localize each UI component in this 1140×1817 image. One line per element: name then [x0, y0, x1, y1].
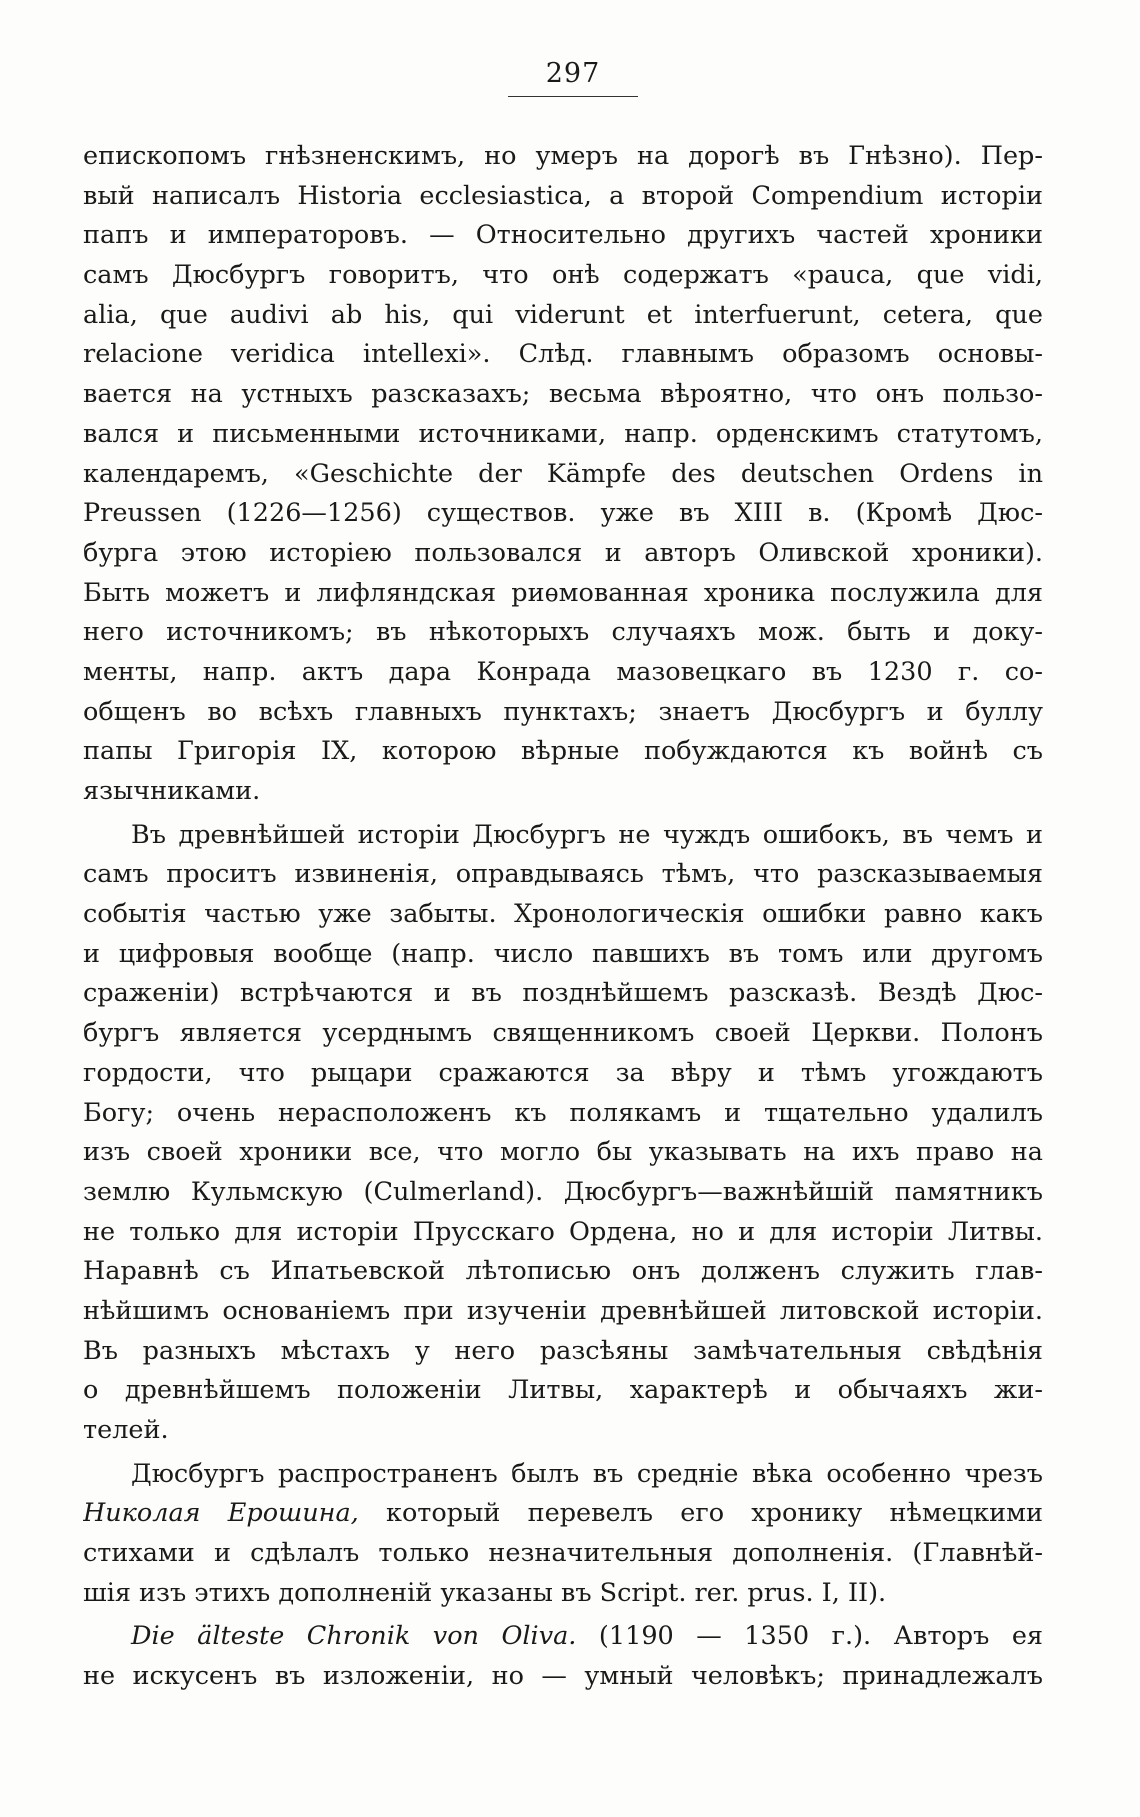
text-line: общенъ во всѣхъ главныхъ пунктахъ; знаетъ Дюсбургъ и буллу: [83, 696, 1043, 727]
text-line: alia, que audivi ab his, qui viderunt et interfuerunt, cetera, que: [83, 299, 1043, 330]
text-line: вый написалъ Historia ecclesiastica, а второй Compendium исторіи: [83, 180, 1043, 211]
body-text: [83, 137, 1043, 1701]
text-line: папы Григорія IX, которою вѣрные побуждаются къ войнѣ съ: [83, 736, 1043, 767]
text-line: изъ своей хроники все, что могло бы указывать на ихъ право на: [83, 1137, 1043, 1168]
text-line: шія изъ этихъ дополненій указаны въ Script. rer. prus. I, II).: [83, 1577, 887, 1608]
page-number-rule: [508, 96, 638, 97]
text-line: папъ и императоровъ. — Относительно другихъ частей хроники: [83, 220, 1043, 251]
text-line-rest: (1190 — 1350 г.). Авторъ ея: [576, 1621, 1043, 1652]
text-line: землю Кульмскую (Culmerland). Дюсбургъ—важнѣйшій памятникъ: [83, 1176, 1043, 1207]
text-line: язычниками.: [83, 776, 261, 806]
text-line: бурга этою исторіею пользовался и авторъ Оливской хроники).: [83, 537, 1043, 568]
text-line: Наравнѣ съ Ипатьевской лѣтописью онъ долженъ служить глав-: [83, 1256, 1043, 1287]
text-line: вается на устныхъ разсказахъ; весьма вѣроятно, что онъ пользо-: [83, 379, 1043, 410]
paragraph-2: [83, 816, 1043, 1451]
paragraph-3: [83, 1455, 1043, 1614]
text-line: не только для исторіи Прусскаго Ордена, но и для исторіи Литвы.: [83, 1216, 1043, 1247]
text-line: телей.: [83, 1415, 169, 1445]
text-line: Дюсбургъ распространенъ былъ въ средніе вѣка особенно чрезъ: [131, 1458, 1043, 1489]
text-line: relacione veridica intellexi». Слѣд. главнымъ образомъ основы-: [83, 339, 1043, 370]
text-line: нѣйшимъ основаніемъ при изученіи древнѣйшей литовской исторіи.: [83, 1295, 1043, 1326]
text-line: Въ разныхъ мѣстахъ у него разсѣяны замѣчательныя свѣдѣнія: [83, 1335, 1043, 1366]
text-line: гордости, что рыцари сражаются за вѣру и тѣмъ угождаютъ: [83, 1057, 1043, 1088]
text-line-with-italic-name: [83, 1494, 1043, 1534]
text-line: Богу; очень нерасположенъ къ полякамъ и тщательно удалилъ: [83, 1097, 1043, 1128]
text-line: Быть можетъ и лифляндская риѳмованная хроника послужила для: [83, 577, 1043, 608]
text-line: не искусенъ въ изложеніи, но — умный человѣкъ; принадлежалъ: [83, 1661, 1043, 1692]
paragraph-1: [83, 137, 1043, 812]
italic-title: Die älteste Chronik von Oliva.: [131, 1621, 577, 1652]
text-line: вался и письменными источниками, напр. орденскимъ статутомъ,: [83, 418, 1043, 449]
paragraph-4: [83, 1617, 1043, 1696]
text-line: самъ Дюсбургъ говоритъ, что онѣ содержатъ «pauca, que vidi,: [83, 260, 1043, 291]
text-line: и цифровыя вообще (напр. число павшихъ въ томъ или другомъ: [83, 938, 1043, 969]
text-line: епископомъ гнѣзненскимъ, но умеръ на дорогѣ въ Гнѣзно). Пер-: [83, 141, 1043, 171]
text-line: бургъ является усерднымъ священникомъ своей Церкви. Полонъ: [83, 1018, 1043, 1049]
text-line: сраженіи) встрѣчаются и въ позднѣйшемъ разсказѣ. Вездѣ Дюс-: [83, 978, 1043, 1009]
page-number: 297: [545, 58, 601, 89]
text-line-rest: который перевелъ его хронику нѣмецкими: [358, 1498, 1043, 1529]
text-line: менты, напр. актъ дара Конрада мазовецкаго въ 1230 г. со-: [83, 656, 1043, 687]
text-line: него источникомъ; въ нѣкоторыхъ случаяхъ мож. быть и доку-: [83, 617, 1043, 648]
text-line: самъ проситъ извиненія, оправдываясь тѣмъ, что разсказываемыя: [83, 859, 1043, 890]
italic-name: Николая Ерошина,: [83, 1498, 359, 1529]
text-line: стихами и сдѣлалъ только незначительныя дополненія. (Главнѣй-: [83, 1538, 1043, 1569]
text-line: событія частью уже забыты. Хронологическія ошибки равно какъ: [83, 899, 1043, 930]
text-line: о древнѣйшемъ положеніи Литвы, характерѣ и обычаяхъ жи-: [83, 1375, 1043, 1406]
text-line-with-italic-title: [83, 1617, 1043, 1657]
text-line: Preussen (1226—1256) существов. уже въ XIII в. (Кромѣ Дюс-: [83, 498, 1043, 529]
text-line: календаремъ, «Geschichte der Kämpfe des deutschen Ordens in: [83, 458, 1043, 489]
text-line: Въ древнѣйшей исторіи Дюсбургъ не чуждъ ошибокъ, въ чемъ и: [131, 819, 1043, 850]
